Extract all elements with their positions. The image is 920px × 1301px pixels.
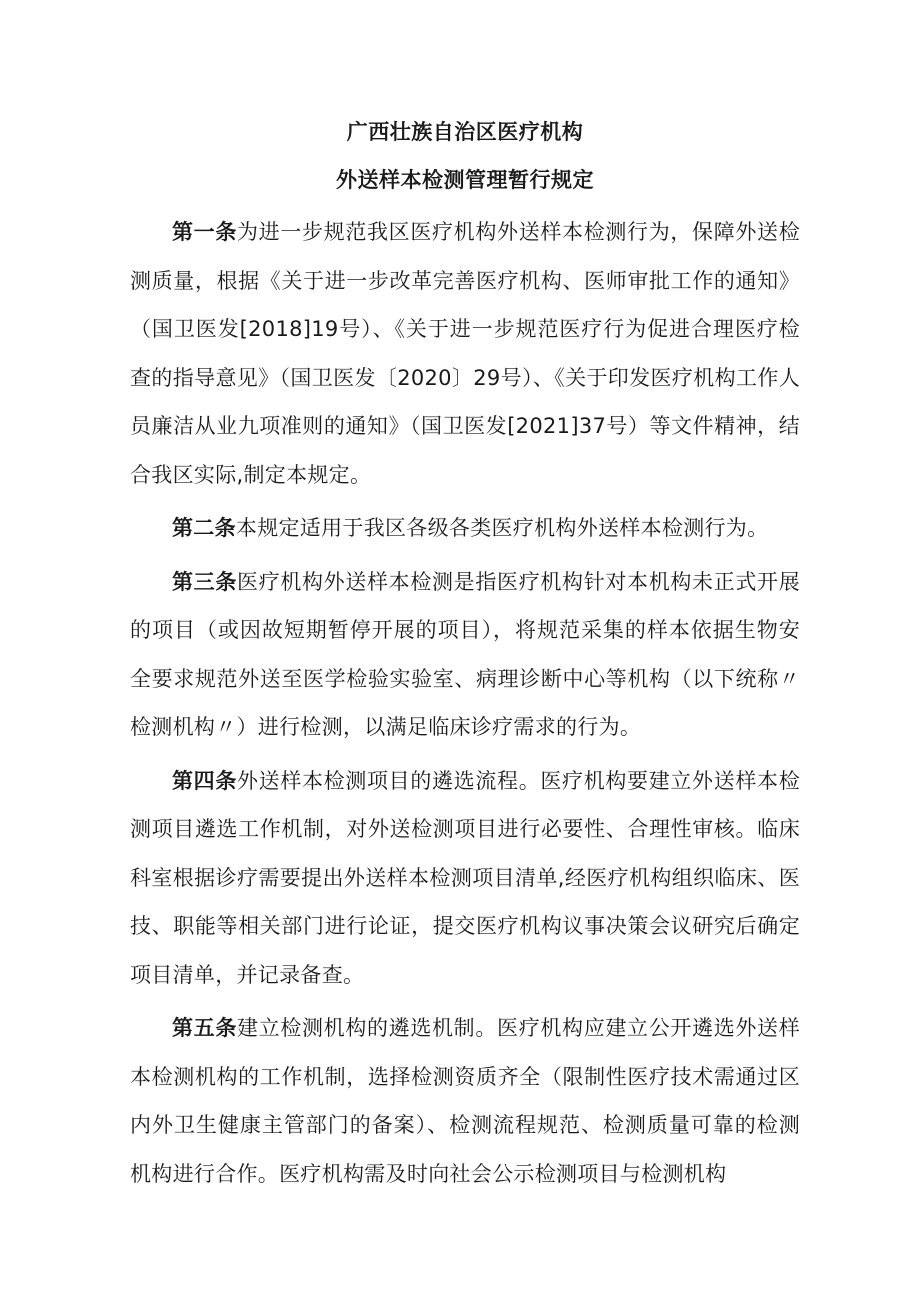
document-page: [130, 108, 800, 1198]
article-text: 建立检测机构的遴选机制。医疗机构应建立公开遴选外送样本检测机构的工作机制，选择检测资质齐全（限制性医疗技术需通过区内外卫生健康主管部门的备案）、检测流程规范、检测质量可靠的检测机构进行合作。医疗机构需及时向社会公示检测项目与检测机构: [130, 1016, 800, 1186]
article-number: 第四条: [172, 768, 238, 793]
article-text: 为进一步规范我区医疗机构外送样本检测行为，保障外送检测质量，根据《关于进一步改革完善医疗机构、医师审批工作的通知》（国卫医发[2018]19号）、《关于进一步规范医疗行为促进合理医疗检查的指导意见》（国卫医发〔2020〕29号）、《关于印发医疗机构工作人员廉洁从业九项准则的通知》（国卫医发[2021]37号）等文件精神，结合我区实际,制定本规定。: [130, 220, 800, 487]
article-5: [130, 1004, 800, 1198]
article-number: 第一条: [172, 220, 238, 244]
article-text: 外送样本检测项目的遴选流程。医疗机构要建立外送样本检测项目遴选工作机制，对外送检测项目进行必要性、合理性审核。临床科室根据诊疗需要提出外送样本检测项目清单,经医疗机构组织临床、医技、职能等相关部门进行论证，提交医疗机构议事决策会议研究后确定项目清单，并记录备查。: [130, 768, 800, 987]
article-3: [130, 558, 800, 752]
article-number: 第二条: [172, 516, 236, 540]
document-title-line-1: 广西壮族自治区医疗机构: [346, 120, 584, 144]
article-text: 本规定适用于我区各级各类医疗机构外送样本检测行为。: [235, 516, 769, 540]
article-text: 医疗机构外送样本检测是指医疗机构针对本机构未正式开展的项目（或因故短期暂停开展的项目），将规范采集的样本依据生物安全要求规范外送至医学检验实验室、病理诊断中心等机构（以下统称〃检测机构〃）进行检测，以满足临床诊疗需求的行为。: [130, 569, 800, 739]
document-title-line-2: 外送样本检测管理暂行规定: [336, 168, 594, 192]
article-number: 第五条: [172, 1016, 238, 1040]
article-number: 第三条: [172, 569, 238, 594]
article-1: [130, 208, 800, 499]
article-2: [130, 504, 800, 553]
article-4: [130, 757, 800, 1000]
